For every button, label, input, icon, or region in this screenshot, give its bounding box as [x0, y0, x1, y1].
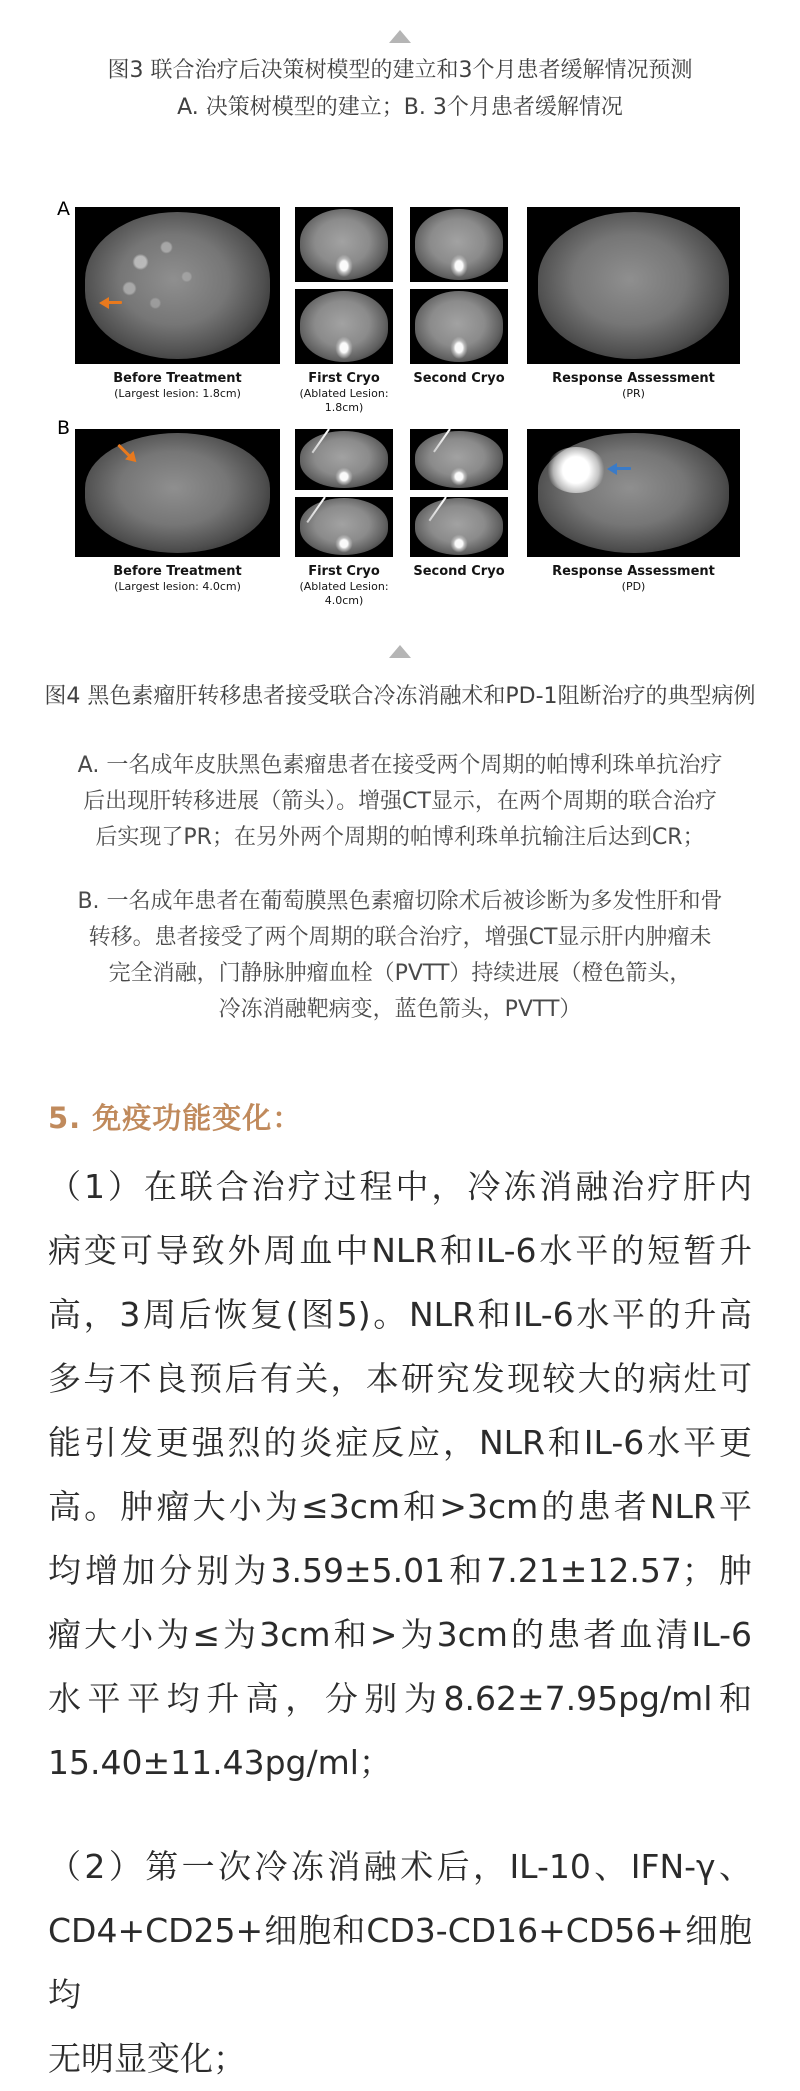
text-line: 15.40±11.43pg/ml； [48, 1743, 392, 1782]
panel-label [295, 371, 393, 415]
orange-arrow-icon [117, 444, 130, 457]
panel-a-response-assessment [527, 207, 740, 401]
cryoprobe-needle-icon [312, 428, 330, 453]
ct-image [527, 429, 740, 557]
panel-a-first-cryo [295, 207, 393, 415]
panel-subtitle: (Largest lesion: 1.8cm) [114, 387, 241, 400]
text-line: 转移。患者接受了两个周期的联合治疗，增强CT显示肝内肿瘤未 [88, 925, 712, 950]
panel-title: Response Assessment [552, 371, 715, 386]
ct-image [75, 207, 280, 364]
panel-b-before-treatment [75, 429, 280, 594]
panel-subtitle: (Ablated Lesion: 1.8cm) [299, 387, 389, 414]
panel-title: Before Treatment [113, 371, 242, 386]
figure4-panel [0, 195, 800, 607]
text-line: 水平平均升高，分别为8.62±7.95pg/ml和 [48, 1679, 752, 1718]
text-line: 高，3周后恢复(图5)。NLR和IL-6水平的升高 [48, 1295, 752, 1334]
text-line: A. 一名成年皮肤黑色素瘤患者在接受两个周期的帕博利珠单抗治疗 [77, 753, 723, 778]
ct-image-stack [410, 429, 508, 557]
section-heading: 5. 免疫功能变化： [48, 1101, 303, 1135]
ct-image [75, 429, 280, 557]
text-line: 冷冻消融靶病变，蓝色箭头，PVTT） [218, 997, 582, 1022]
panel-a-before-treatment [75, 207, 280, 401]
fig3-caption-line1: 图3 联合治疗后决策树模型的建立和3个月患者缓解情况预测 [107, 58, 693, 83]
ct-image-stack [410, 207, 508, 364]
text-line: B. 一名成年患者在葡萄膜黑色素瘤切除术后被诊断为多发性肝和骨 [77, 889, 723, 914]
panel-label [410, 371, 508, 387]
ct-image [410, 289, 508, 364]
panel-title: Second Cryo [413, 564, 505, 579]
body-paragraph-1 [48, 1155, 752, 1795]
text-line: 高。肿瘤大小为≤3cm和>3cm的患者NLR平 [48, 1487, 752, 1526]
up-triangle-icon [389, 30, 411, 43]
fig3-caption [0, 52, 800, 126]
text-line: （2）第一次冷冻消融术后，IL-10、IFN-γ、 [48, 1847, 752, 1886]
ct-image [295, 497, 393, 558]
text-line: 后出现肝转移进展（箭头）。增强CT显示，在两个周期的联合治疗 [83, 789, 717, 814]
fig4-description-b [0, 884, 800, 1028]
orange-arrow-icon [108, 301, 122, 304]
panel-label [527, 564, 740, 594]
text-line: 无明显变化； [48, 2039, 246, 2078]
panel-title: First Cryo [308, 371, 380, 386]
ct-image [295, 289, 393, 364]
panel-subtitle: (Ablated Lesion: 4.0cm) [299, 580, 389, 607]
row-b-label: B [57, 417, 71, 439]
cryoprobe-needle-icon [429, 496, 447, 521]
text-line: 瘤大小为≤为3cm和>为3cm的患者血清IL-6 [48, 1615, 752, 1654]
text-line: 病变可导致外周血中NLR和IL-6水平的短暂升 [48, 1231, 752, 1270]
panel-label [75, 564, 280, 594]
text-line: 多与不良预后有关，本研究发现较大的病灶可 [48, 1359, 752, 1398]
panel-subtitle: (PD) [621, 580, 646, 593]
ct-image [410, 207, 508, 282]
row-a-label: A [57, 198, 70, 220]
panel-subtitle: (PR) [622, 387, 645, 400]
bright-lesion-spot [546, 447, 606, 493]
panel-a-second-cryo [410, 207, 508, 387]
ct-image [295, 429, 393, 490]
fig4-caption: 图4 黑色素瘤肝转移患者接受联合冷冻消融术和PD-1阻断治疗的典型病例 [44, 684, 756, 709]
body-paragraph-2 [48, 1835, 752, 2091]
text-line: 均增加分别为3.59±5.01和7.21±12.57；肿 [48, 1551, 752, 1590]
ct-image [410, 497, 508, 558]
text-line: 能引发更强烈的炎症反应，NLR和IL-6水平更 [48, 1423, 752, 1462]
panel-title: First Cryo [308, 564, 380, 579]
ct-image-stack [295, 429, 393, 557]
text-line: CD4+CD25+细胞和CD3-CD16+CD56+细胞均 [48, 1911, 752, 2014]
panel-label [410, 564, 508, 580]
text-line: 后实现了PR；在另外两个周期的帕博利珠单抗输注后达到CR； [95, 825, 705, 850]
panel-label [75, 371, 280, 401]
text-line: （1）在联合治疗过程中，冷冻消融治疗肝内 [48, 1167, 752, 1206]
panel-subtitle: (Largest lesion: 4.0cm) [114, 580, 241, 593]
cryoprobe-needle-icon [307, 496, 327, 523]
ct-image-stack [295, 207, 393, 364]
panel-b-second-cryo [410, 429, 508, 580]
fig3-caption-line2: A. 决策树模型的建立；B. 3个月患者缓解情况 [177, 95, 623, 120]
text-line: 完全消融，门静脉肿瘤血栓（PVTT）持续进展（橙色箭头， [108, 961, 692, 986]
panel-b-response-assessment [527, 429, 740, 594]
blue-arrow-icon [616, 467, 631, 470]
up-triangle-icon [389, 645, 411, 658]
fig4-description-a [0, 748, 800, 856]
ct-image [295, 207, 393, 282]
panel-title: Before Treatment [113, 564, 242, 579]
ct-image [410, 429, 508, 490]
cryoprobe-needle-icon [433, 428, 451, 452]
panel-title: Response Assessment [552, 564, 715, 579]
panel-title: Second Cryo [413, 371, 505, 386]
panel-label [527, 371, 740, 401]
ct-image [527, 207, 740, 364]
panel-b-first-cryo [295, 429, 393, 608]
panel-label [295, 564, 393, 608]
